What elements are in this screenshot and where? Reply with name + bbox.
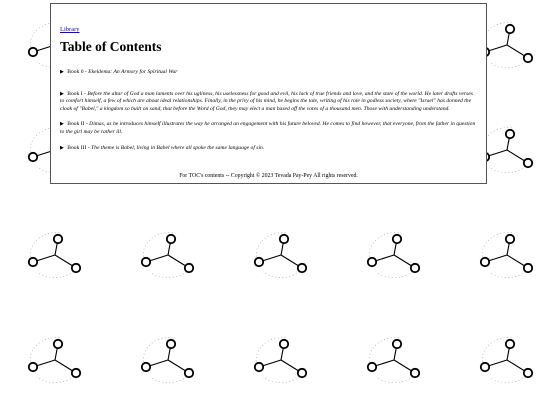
molecule-icon — [481, 128, 532, 173]
book-heading[interactable]: Book 0 - — [67, 68, 89, 75]
molecule-icon — [481, 338, 532, 383]
molecule-icon — [368, 233, 419, 278]
book-entry-2 — [60, 121, 477, 136]
molecule-icon — [142, 338, 193, 383]
book-summary: The theme is Babel, living in Babel where all spoke the same language of sin. — [91, 144, 265, 151]
molecule-icon — [255, 233, 306, 278]
page-title: Table of Contents — [60, 39, 162, 54]
book-heading[interactable]: Book III - — [67, 144, 92, 151]
molecule-icon — [29, 338, 80, 383]
copyright-footer: For TOC's contents -- Copyright © 2023 Tevada Pay-Pey All rights reserved. — [179, 173, 358, 179]
book-summary: Ekeldema: An Armory for Spiritual War — [88, 68, 178, 75]
molecule-icon — [29, 233, 80, 278]
book-heading[interactable]: Book I - — [67, 90, 88, 97]
book-summary: Dimas, as he introduces himself illustrates the way he arranged an engagement with his future beloved. He comes to find however, that everyone, from the father in question to the girl may be rather ill. — [60, 121, 476, 136]
molecule-icon — [142, 233, 193, 278]
expand-triangle-icon[interactable]: ▶ — [60, 145, 64, 151]
molecule-icon — [481, 23, 532, 68]
book-summary: Before the altar of God a man laments over his ugliness, his uselessness for good and evil, his lack of true friends and love, and the state of the world. He later drafts verses to comfort himself, a few of which are about ideal relationships. Finally, in the privy of his mind, he begins the tale, writing of his role in godless society, where "Israel" has donned the cloak of "Babel," a kingdom so built on sand, that before the Word of God, they may elect a man based off the votes of a thousand men. Those with understanding understand. — [60, 90, 473, 112]
molecule-icon — [368, 338, 419, 383]
toc-panel — [50, 3, 487, 184]
molecule-icon — [481, 233, 532, 278]
breadcrumb-library-link[interactable]: Library — [60, 26, 80, 33]
molecule-icon — [255, 338, 306, 383]
expand-triangle-icon[interactable]: ▶ — [60, 91, 64, 97]
book-entry-0 — [60, 69, 477, 77]
book-entry-3 — [60, 145, 477, 153]
book-entry-1 — [60, 91, 477, 114]
book-heading[interactable]: Book II - — [67, 121, 90, 128]
expand-triangle-icon[interactable]: ▶ — [60, 122, 64, 128]
expand-triangle-icon[interactable]: ▶ — [60, 69, 64, 75]
